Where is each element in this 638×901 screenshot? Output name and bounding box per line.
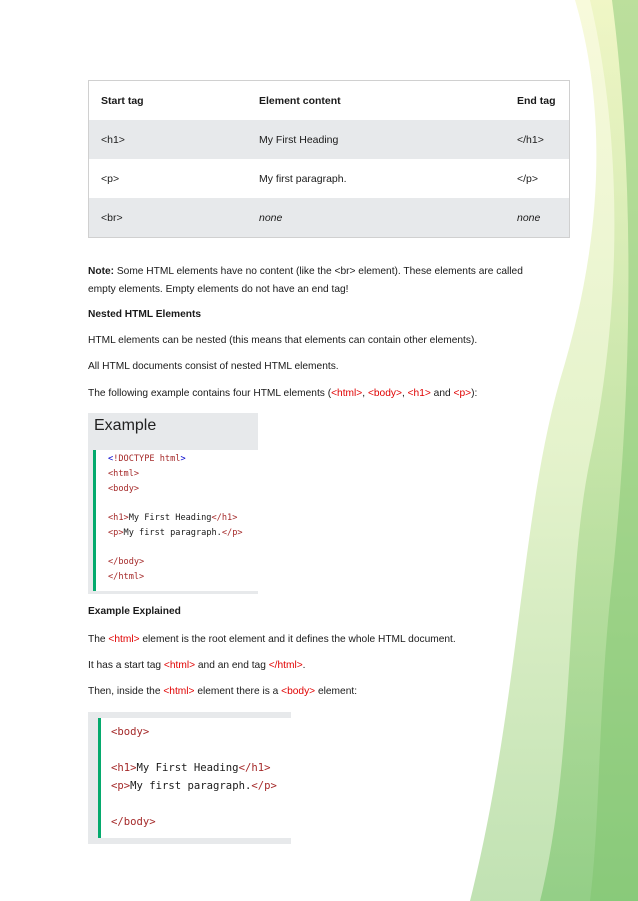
code-token: <h1> <box>111 762 137 774</box>
table-cell: none <box>259 211 283 224</box>
table-cell: </h1> <box>517 133 544 146</box>
text-fragment: element there is a <box>194 686 282 697</box>
paragraph-root-element <box>88 631 558 649</box>
text-fragment: element: <box>315 686 358 697</box>
table-row <box>89 159 569 198</box>
code-token: </h1> <box>238 762 271 774</box>
code-token: My First Heading <box>128 513 212 523</box>
text-fragment: , <box>401 388 408 399</box>
inline-tag: <html> <box>163 660 196 671</box>
code-line: <html> <box>108 469 140 479</box>
note-paragraph <box>88 263 558 299</box>
text-fragment: ): <box>471 388 478 399</box>
code-token: </h1> <box>211 513 238 523</box>
paragraph-example-intro <box>88 385 558 403</box>
inline-tag: <body> <box>367 388 402 399</box>
paragraph-nesting: HTML elements can be nested (this means that elements can contain other elements). <box>88 335 478 346</box>
text-fragment: and an end tag <box>195 660 269 671</box>
table-cell: none <box>517 211 541 224</box>
table-header-start-tag: Start tag <box>101 94 144 107</box>
code-line <box>108 528 243 538</box>
text-fragment: . <box>302 660 306 671</box>
text-fragment: and <box>430 388 454 399</box>
table-cell: My first paragraph. <box>259 172 347 185</box>
code-line <box>108 513 237 523</box>
code-token: My first paragraph. <box>123 528 222 538</box>
code-token: <p> <box>108 528 124 538</box>
body-example-box <box>88 712 291 844</box>
table-header-row <box>89 81 569 120</box>
inline-tag: </html> <box>268 660 303 671</box>
tag-table <box>88 80 570 238</box>
text-fragment: The following example contains four HTML elements ( <box>88 388 332 399</box>
note-label: Note: <box>88 266 115 277</box>
table-cell: <br> <box>101 211 123 224</box>
inline-tag: <p> <box>453 388 472 399</box>
code-line <box>111 780 277 792</box>
inline-tag: <h1> <box>407 388 431 399</box>
text-fragment: Then, inside the <box>88 686 164 697</box>
code-token: <p> <box>111 780 131 792</box>
code-token: <h1> <box>108 513 129 523</box>
note-text-1: Some HTML elements have no content (like the <br> element). These elements are called <box>114 266 523 277</box>
table-cell: </p> <box>517 172 539 185</box>
table-header-end-tag: End tag <box>517 94 556 107</box>
code-token: My First Heading <box>136 762 239 774</box>
body-code-block <box>98 718 294 838</box>
table-cell: <h1> <box>101 133 125 146</box>
paragraph-inside-html <box>88 683 558 701</box>
text-fragment: element is the root element and it defines the whole HTML document. <box>139 634 456 645</box>
code-line <box>111 762 270 774</box>
code-token: </p> <box>251 780 277 792</box>
code-line: </body> <box>108 557 145 567</box>
note-text-2: empty elements. Empty elements do not have an end tag! <box>88 284 349 295</box>
code-line: <body> <box>108 484 140 494</box>
nested-elements-heading: Nested HTML Elements <box>88 309 202 320</box>
inline-tag: <body> <box>281 686 316 697</box>
code-line: </body> <box>111 816 156 828</box>
code-line: </html> <box>108 572 145 582</box>
paragraph-start-end-tag <box>88 657 558 675</box>
example-box <box>88 413 258 594</box>
inline-tag: <html> <box>331 388 363 399</box>
code-line: <body> <box>111 726 150 738</box>
inline-tag: <html> <box>108 634 140 645</box>
code-token: My first paragraph. <box>130 780 252 792</box>
table-cell: My First Heading <box>259 133 339 146</box>
code-token: < <box>108 454 114 464</box>
text-fragment: The <box>88 634 109 645</box>
inline-tag: <html> <box>163 686 195 697</box>
table-row <box>89 198 569 237</box>
table-header-element-content: Element content <box>259 94 341 107</box>
text-fragment: It has a start tag <box>88 660 164 671</box>
paragraph-nested-documents: All HTML documents consist of nested HTML elements. <box>88 361 339 372</box>
table-row <box>89 120 569 159</box>
code-token: > <box>180 454 186 464</box>
code-line <box>108 454 186 464</box>
table-cell: <p> <box>101 172 120 185</box>
code-token: </p> <box>221 528 243 538</box>
example-title: Example <box>94 417 157 434</box>
text-fragment: , <box>362 388 368 399</box>
example-code-block <box>93 450 261 591</box>
code-token: !DOCTYPE html <box>113 454 181 464</box>
example-explained-heading: Example Explained <box>88 606 181 617</box>
